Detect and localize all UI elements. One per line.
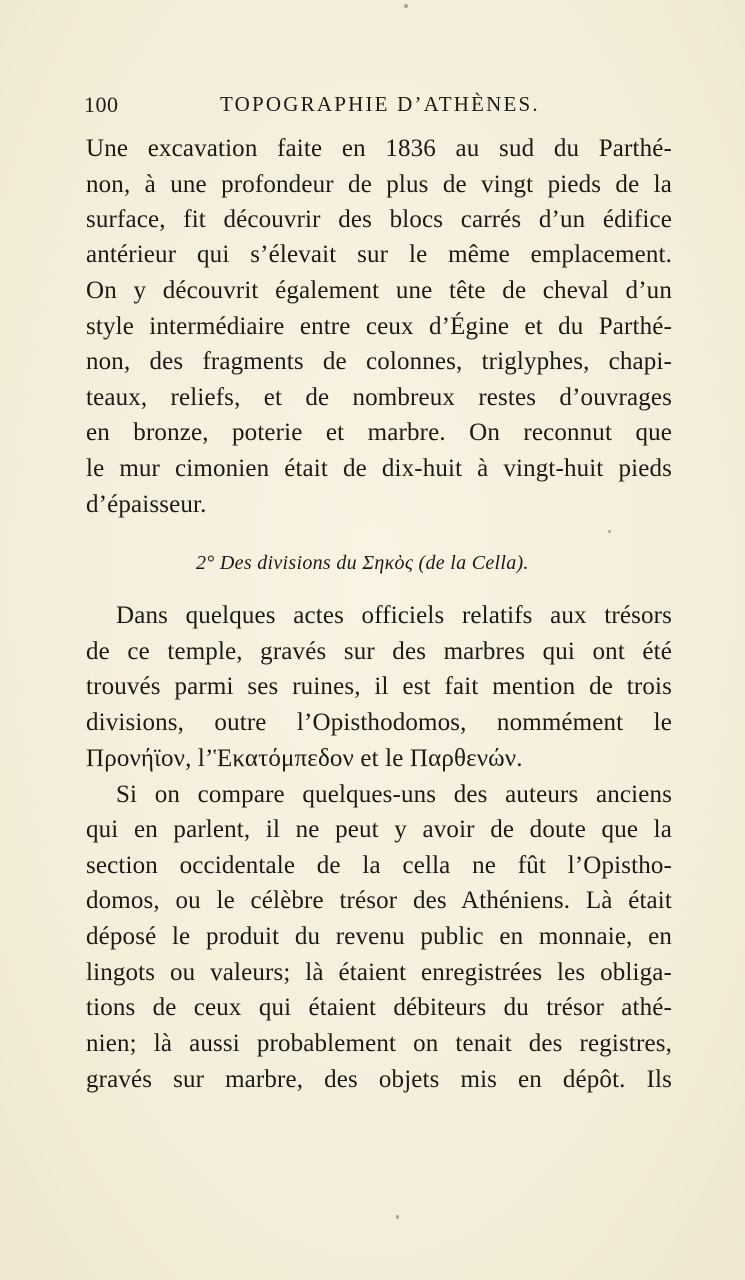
text-line: de ce temple, gravés sur des marbres qui ont été <box>86 638 672 665</box>
text-line: On y découvrit également une tête de cheval d’un <box>86 277 672 304</box>
page-header <box>84 92 674 128</box>
text-line: section occidentale de la cella ne fût l’Opistho- <box>86 852 672 879</box>
text-line: antérieur qui s’élevait sur le même emplacement. <box>86 241 672 268</box>
text-line: Dans quelques actes officiels relatifs aux trésors <box>116 602 672 629</box>
text-line: gravés sur marbre, des objets mis en dépôt. Ils <box>86 1066 672 1093</box>
page-number: 100 <box>84 92 119 117</box>
text-line: nien; là aussi probablement on tenait des registres, <box>86 1030 672 1057</box>
text-line: surface, fit découvrir des blocs carrés d’un édifice <box>86 206 672 233</box>
section-heading: 2° Des divisions du Σηκὸς (de la Cella). <box>196 552 529 574</box>
text-line: trouvés parmi ses ruines, il est fait mention de trois <box>86 673 672 700</box>
text-line: divisions, outre l’Opisthodomos, nommément le <box>86 709 672 736</box>
running-title: TOPOGRAPHIE D’ATHÈNES. <box>220 92 540 116</box>
text-line: en bronze, poterie et marbre. On reconnut que <box>86 419 672 446</box>
text-line: d’épaisseur. <box>86 491 207 518</box>
text-line: qui en parlent, il ne peut y avoir de doute que la <box>86 816 672 843</box>
paper-speck <box>404 4 408 8</box>
paper-speck <box>396 1215 399 1219</box>
text-line: le mur cimonien était de dix-huit à vingt-huit pieds <box>86 455 672 482</box>
paper-speck <box>608 530 611 533</box>
text-line: lingots ou valeurs; là étaient enregistrées les obliga- <box>86 959 672 986</box>
text-line: teaux, reliefs, et de nombreux restes d’ouvrages <box>86 384 672 411</box>
text-line: Προνήϊον, l’Ἑκατόμπεδον et le Παρθενών. <box>86 745 523 772</box>
text-line: non, à une profondeur de plus de vingt pieds de la <box>86 171 672 198</box>
text-line: non, des fragments de colonnes, triglyphes, chapi- <box>86 348 672 375</box>
text-line: style intermédiaire entre ceux d’Égine et du Parthé- <box>86 313 672 340</box>
text-line: domos, ou le célèbre trésor des Athéniens. Là était <box>86 887 672 914</box>
text-line: tions de ceux qui étaient débiteurs du trésor athé- <box>86 994 672 1021</box>
text-line: déposé le produit du revenu public en monnaie, en <box>86 923 672 950</box>
text-line: Si on compare quelques-uns des auteurs anciens <box>116 781 672 808</box>
text-line: Une excavation faite en 1836 au sud du Parthé- <box>86 135 672 162</box>
